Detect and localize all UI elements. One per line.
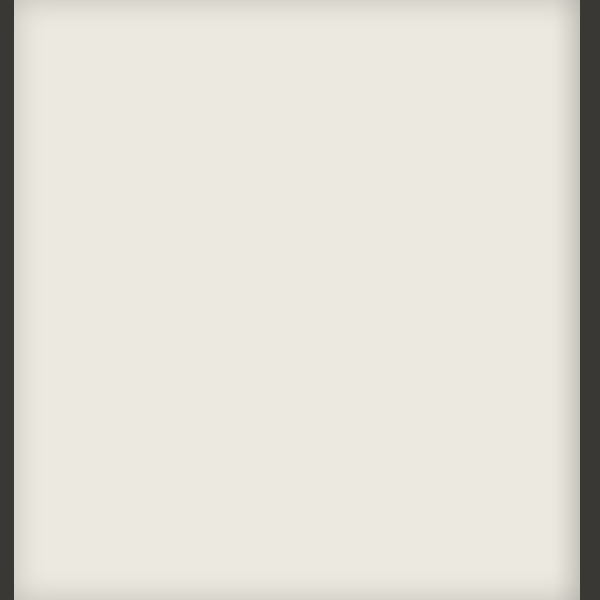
page-edge-shadow	[554, 0, 580, 600]
book-page	[14, 0, 580, 600]
